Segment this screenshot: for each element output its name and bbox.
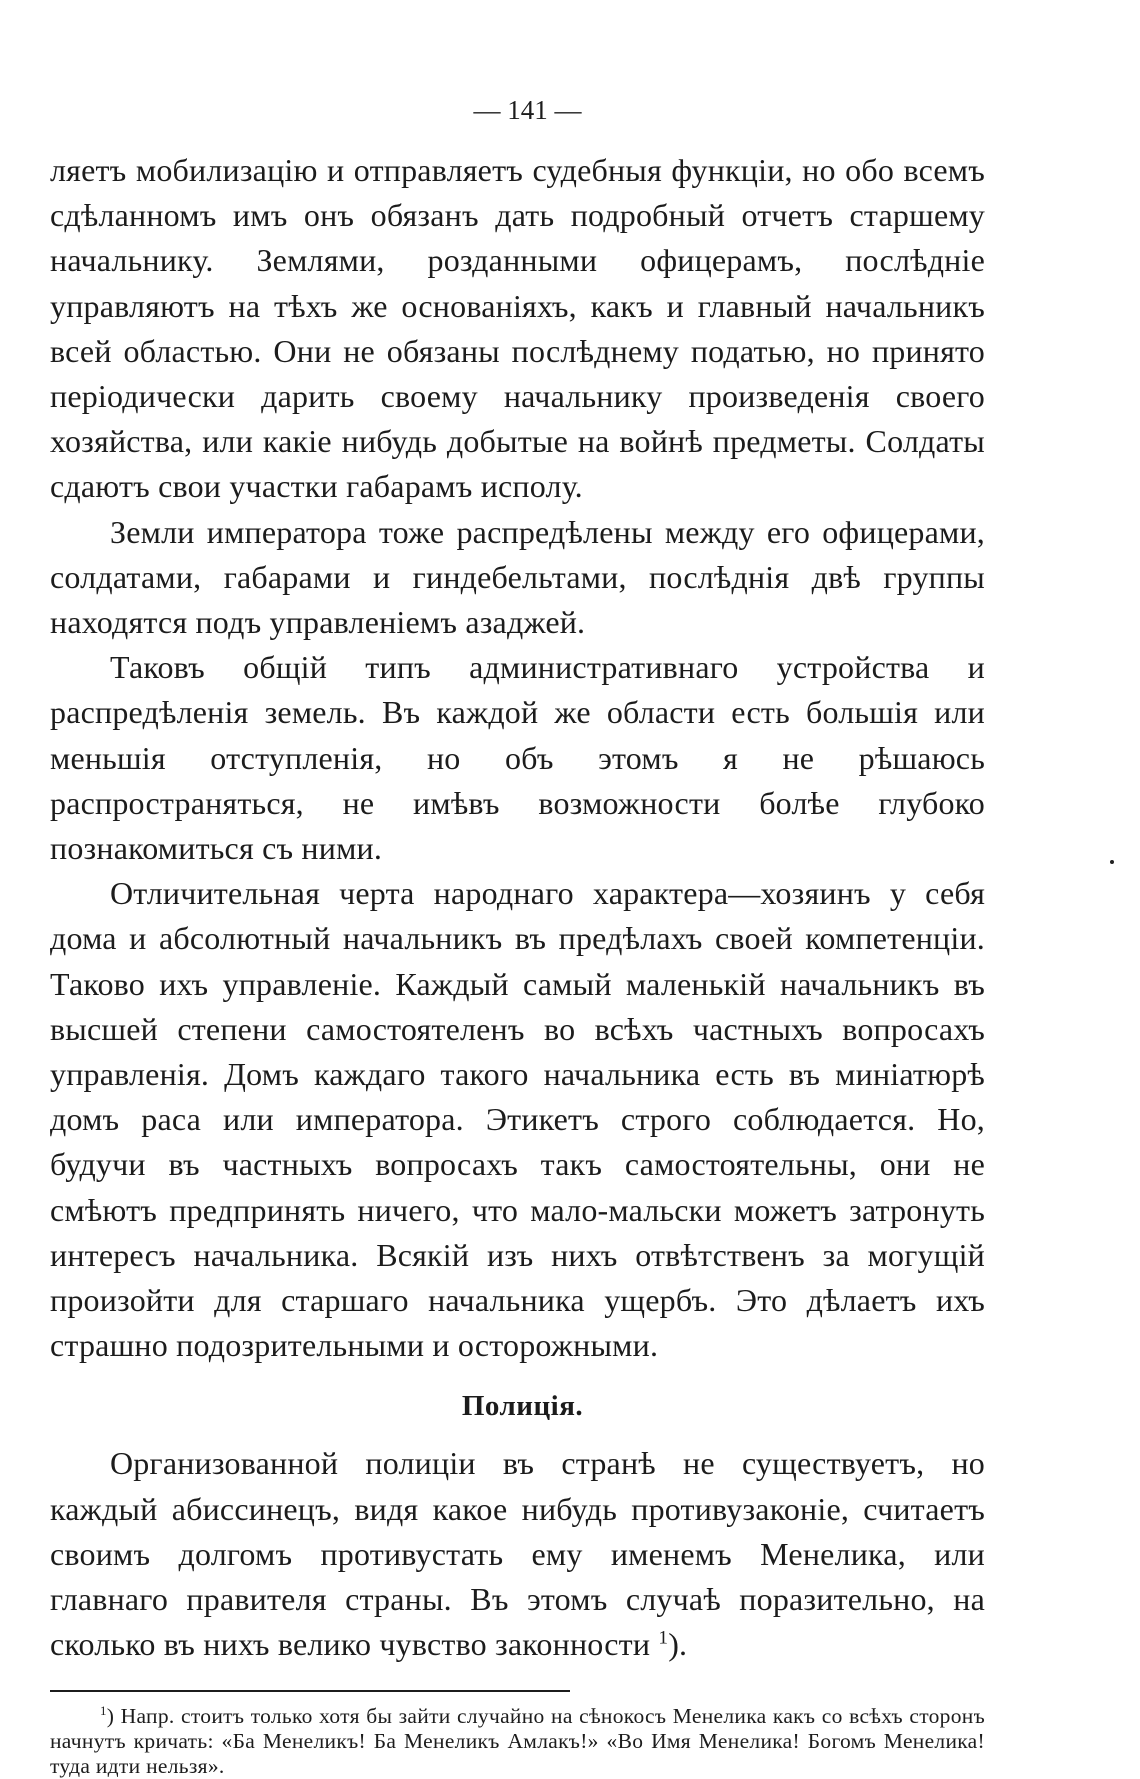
footnote	[50, 1704, 985, 1779]
section-text: Организованной полиціи въ странѣ не существуетъ, но каждый абиссинецъ, видя какое нибудь противузаконіе, считаетъ своимъ долгомъ противустать ему именемъ Менелика, или главнаго правителя страны. Въ этомъ случаѣ поразительно, на сколько въ нихъ велико чувство законности	[50, 1445, 985, 1663]
book-page	[50, 95, 985, 1779]
page-number: — 141 —	[473, 95, 582, 125]
paragraph-1: ляетъ мобилизацію и отправляетъ судебныя функціи, но обо всемъ сдѣланномъ имъ онъ обязанъ дать подробный отчетъ старшему начальнику. Землями, розданными офицерамъ, послѣдніе управляютъ на тѣхъ же основаніяхъ, какъ и главный начальникъ всей областью. Они не обязаны послѣднему податью, но принято періодически дарить своему начальнику произведенія своего хозяйства, или какіе нибудь добытые на войнѣ предметы. Солдаты сдаютъ свои участки габарамъ исполу.	[50, 152, 985, 505]
footnote-text: ) Напр. стоитъ только хотя бы зайти случайно на сѣнокосъ Менелика какъ со всѣхъ сторонъ начнутъ кричать: «Ба Менеликъ! Ба Менеликъ Амлакъ!» «Во Имя Менелика! Богомъ Менелика! туда идти нельзя».	[50, 1703, 985, 1778]
section-closing: ).	[668, 1626, 688, 1663]
print-speck	[1110, 860, 1114, 864]
paragraph-4: Отличительная черта народнаго характера—хозяинъ у себя дома и абсолютный начальникъ въ предѣлахъ своей компетенціи. Таково ихъ управленіе. Каждый самый маленькій начальникъ въ высшей степени самостоятеленъ во всѣхъ частныхъ вопросахъ управленія. Домъ каждаго такого начальника есть въ миніатюрѣ домъ раса или императора. Этикетъ строго соблюдается. Но, будучи въ частныхъ вопросахъ такъ самостоятельны, они не смѣютъ предпринять ничего, что мало-мальски можетъ затронуть интересъ начальника. Всякій изъ нихъ отвѣтственъ за могущій произойти для старшаго начальника ущербъ. Это дѣлаетъ ихъ страшно подозрительными и осторожными.	[50, 875, 985, 1364]
section-paragraph	[50, 1441, 985, 1667]
footnote-divider	[50, 1690, 570, 1692]
paragraph-2: Земли императора тоже распредѣлены между его офицерами, солдатами, габарами и гиндебельтами, послѣднія двѣ группы находятся подъ управленіемъ азаджей.	[50, 513, 985, 641]
footnote-reference: 1	[658, 1627, 669, 1649]
paragraph-3: Таковъ общій типъ административнаго устройства и распредѣленія земель. Въ каждой же области есть большія или меньшія отступленія, но объ этомъ я не рѣшаюсь распространяться, не имѣвъ возможности болѣе глубоко познакомиться съ ними.	[50, 649, 985, 867]
footnote-marker: 1	[100, 1703, 107, 1718]
section-heading: Полиція.	[461, 1390, 584, 1423]
